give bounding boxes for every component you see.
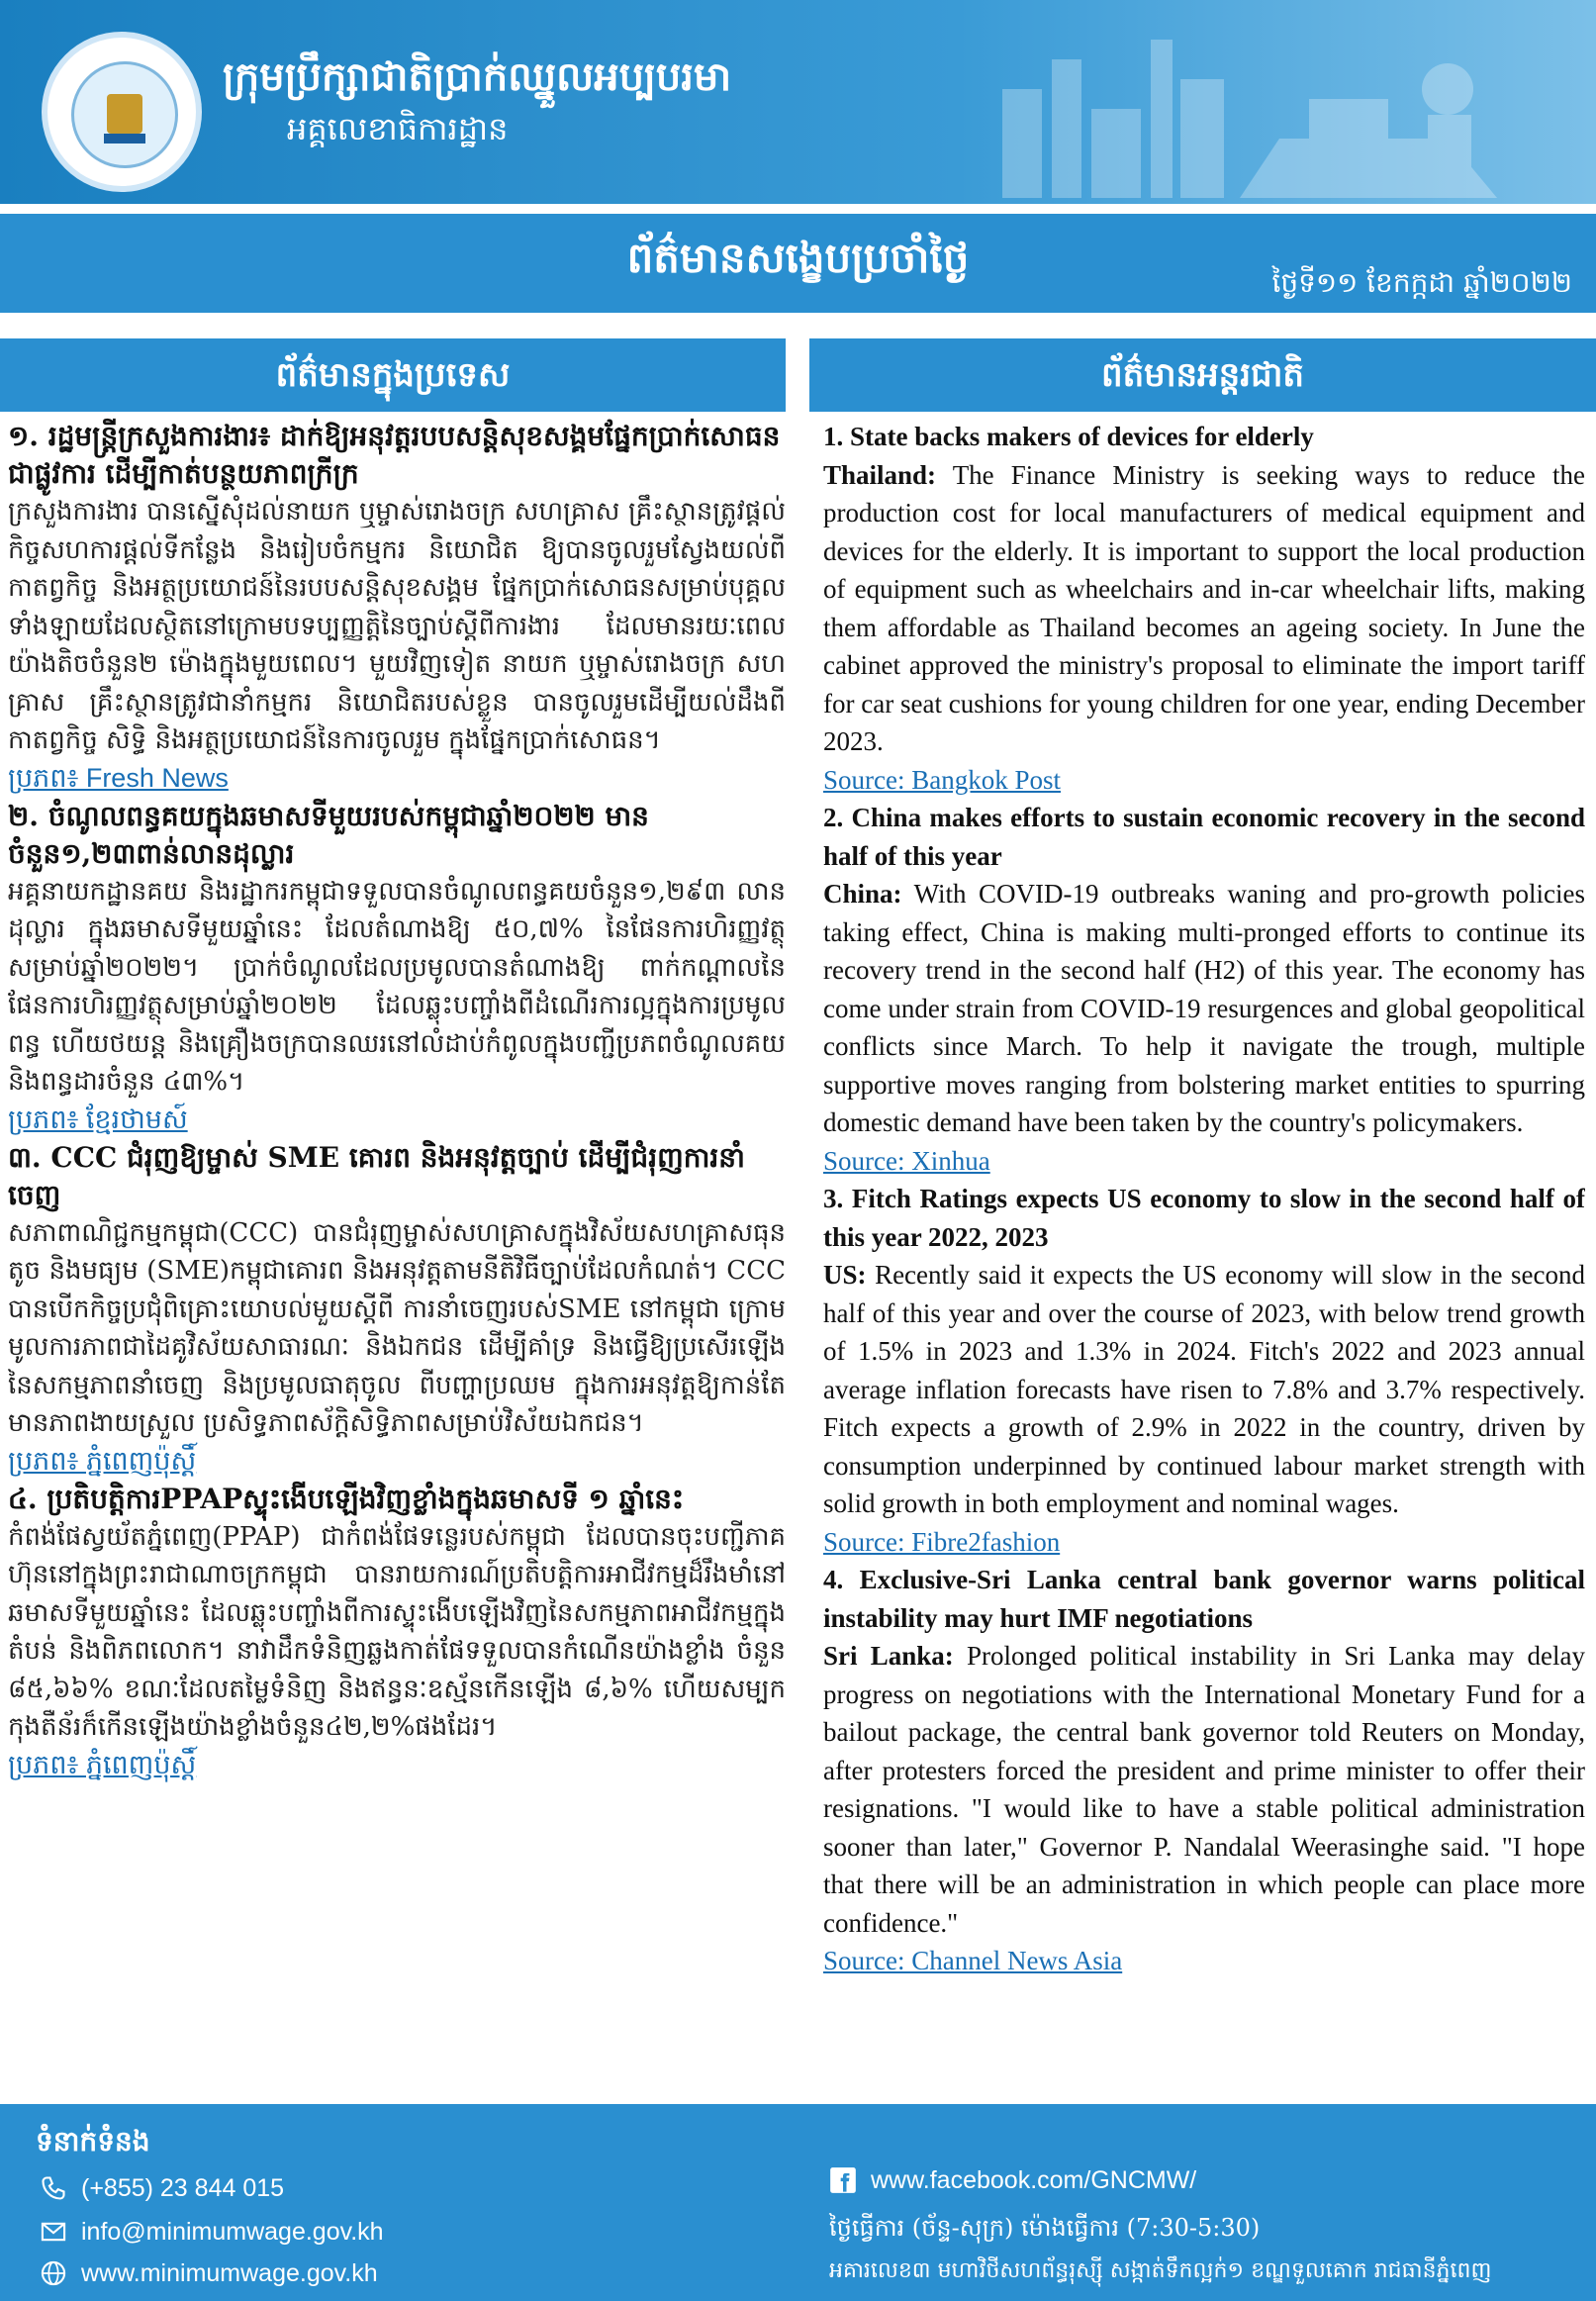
email-icon (40, 2218, 67, 2246)
article-body (823, 1637, 1585, 1942)
article-source-link[interactable]: Source: Bangkok Post (823, 764, 1061, 795)
article-source-link[interactable]: ប្រភព៖ Fresh News (8, 762, 229, 793)
article-source-link[interactable]: Source: Xinhua (823, 1145, 990, 1176)
article-title: 2. China makes efforts to sustain economic recovery in the second half of this year (823, 803, 1585, 871)
skyline-illustration (983, 20, 1537, 198)
article-text: The Finance Ministry is seeking ways to reduce the production cost for local manufacturers of medical equipment and devices for the elderly. It is important to support the local production of equipment such as wheelchairs and in-car wheelchair lifts, making them affordable as Thailand becomes an ageing society. In June the cabinet approved the ministry's proposal to eliminate the import tariff for car seat cushions for young children for one year, ending December 2023. (823, 459, 1585, 756)
article-body: ក្រសួងការងារ បានស្នើសុំដល់នាយក ឬម្ចាស់រោងចក្រ សហគ្រាស គ្រឹះស្ថានត្រូវផ្ដល់កិច្ចសហការផ្ដល់ទីកន្លែង និងរៀបចំកម្មករ និយោជិត ឱ្យបានចូលរួមស្វែងយល់ពីកាតព្វកិច្ច និងអត្ថប្រយោជន៍នៃរបបសន្តិសុខសង្គម ផ្នែកប្រាក់សោធនសម្រាប់បុគ្គលទាំងឡាយដែលស្ថិតនៅក្រោមបទប្បញ្ញត្តិនៃច្បាប់ស្ដីពីការងារ ដែលមានរយៈពេលយ៉ាងតិចចំនួន២ ម៉ោងក្នុងមួយពេល។ មួយវិញទៀត នាយក ឬម្ចាស់រោងចក្រ សហគ្រាស គ្រឹះស្ថានត្រូវជានាំកម្មករ និយោជិតរបស់ខ្លួន បានចូលរួមដើម្បីយល់ដឹងពីកាតព្វកិច្ច សិទ្ធិ និងអត្ថប្រយោជន៍នៃការចូលរួម ក្នុងផ្នែកប្រាក់សោធន។ (8, 497, 786, 755)
article-body (823, 1256, 1585, 1523)
article-title: 1. State backs makers of devices for elderly (823, 422, 1314, 451)
domestic-article (8, 1481, 786, 1782)
article-text: Prolonged political instability in Sri Lanka may delay progress on negotiations with the International Monetary Fund for a bailout package, the central bank governor told Reuters on Monday, after protesters forced the president and prime minister to offer their resignations. "I would like to have a stable political administration sooner than later," Governor P. Nandalal Weerasinghe said. "I hope that there will be an administration in which people can place more confidence." (823, 1641, 1585, 1938)
contact-email[interactable] (40, 2217, 384, 2247)
article-title: ៣. CCC ជំរុញឱ្យម្ចាស់ SME គោរព និងអនុវត្តច្បាប់ ដើម្បីជំរុញការនាំចេញ (8, 1140, 745, 1211)
domestic-article (8, 418, 786, 796)
title-bar (0, 214, 1596, 313)
footer-contact (0, 2104, 1596, 2301)
domestic-news-column (8, 418, 786, 2100)
header-background (0, 0, 1596, 204)
working-hours: ថ្ងៃធ្វើការ (ច័ន្ទ-សុក្រ) ម៉ោងធ្វើការ (7:30-5:30) (829, 2214, 1261, 2242)
article-title: 4. Exclusive-Sri Lanka central bank governor warns political instability may hurt IMF negotiations (823, 1565, 1585, 1633)
facebook-url: www.facebook.com/GNCMW/ (871, 2165, 1197, 2194)
article-body: សភាពាណិជ្ជកម្មកម្ពុជា(CCC) បានជំរុញម្ចាស់សហគ្រាសក្នុងវិស័យសហគ្រាសធុនតូច និងមធ្យម (SME)កម្ពុជាគោរព និងអនុវត្តតាមនីតិវិធីច្បាប់ដែលកំណត់។ CCC បានបើកកិច្ចប្រជុំពិគ្រោះយោបល់មួយស្ដីពី ការនាំចេញរបស់SME នៅកម្ពុជា ក្រោមមូលការភាពជាដៃគូវិស័យសាធារណៈ និងឯកជន ដើម្បីគាំទ្រ និងធ្វើឱ្យប្រសើរឡើងនៃសកម្មភាពនាំចេញ និងប្រមូលធាតុចូល ពីបញ្ហាប្រឈម ក្នុងការអនុវត្តឱ្យកាន់តែមានភាពងាយស្រួល ប្រសិទ្ធភាពស័ក្តិសិទ្ធិភាពសម្រាប់វិស័យឯកជន។ (8, 1217, 786, 1438)
contact-phone[interactable] (40, 2173, 284, 2203)
office-address: អគារលេខ៣ មហាវិថីសហព័ន្ធរុស្ស៊ី សង្កាត់ទឹកល្អក់១ ខណ្ឌទួលគោក រាជធានីភ្នំពេញ (829, 2258, 1492, 2283)
contact-facebook[interactable] (829, 2165, 1196, 2195)
email-address: info@minimumwage.gov.kh (81, 2217, 384, 2246)
article-title: ១. រដ្ឋមន្ត្រីក្រសួងការងារ៖ ដាក់ឱ្យអនុវត្តរបបសន្តិសុខសង្គមផ្នែកប្រាក់សោធនជាផ្លូវការ ដើម្បីកាត់បន្ថយភាពក្រីក្រ (8, 420, 781, 490)
article-source-link[interactable]: ប្រភព៖ ភ្នំពេញប៉ុស្តិ៍ (8, 1445, 197, 1476)
article-source-link[interactable]: Source: Fibre2fashion (823, 1526, 1061, 1557)
international-article (823, 1180, 1585, 1561)
header-banner (0, 0, 1596, 204)
domestic-article (8, 798, 786, 1137)
facebook-icon (829, 2166, 857, 2194)
article-title: 3. Fitch Ratings expects US economy to slow in the second half of this year 2022, 2023 (823, 1184, 1585, 1252)
article-country: US: (823, 1260, 867, 1290)
article-title: ២. ចំណូលពន្ធគយក្នុងឆមាសទីមួយរបស់កម្ពុជាឆ្នាំ២០២២ មានចំនួន១,២៣ពាន់លានដុល្លារ (8, 799, 649, 870)
contact-website[interactable] (40, 2258, 378, 2288)
logo-emblem (71, 61, 178, 168)
international-news-column (823, 418, 1585, 2100)
article-title: ៤. ប្រតិបត្តិការPPAPស្ទុះងើបឡើងវិញខ្លាំងក្នុងឆមាសទី ១ ឆ្នាំនេះ (8, 1482, 685, 1515)
article-body: អគ្គនាយកដ្ឋានគយ និងរដ្ឋាករកម្ពុជាទទួលបានចំណូលពន្ធគយចំនួន១,២៩៣ លានដុល្លារ ក្នុងឆមាសទីមួយឆ្នាំនេះ ដែលតំណាងឱ្យ ៥០,៧% នៃផែនការហិរញ្ញវត្ថុសម្រាប់ឆ្នាំ២០២២។ ប្រាក់ចំណូលដែលប្រមូលបានតំណាងឱ្យ ពាក់កណ្ដាលនៃផែនការហិរញ្ញវត្ថុសម្រាប់ឆ្នាំ២០២២ ដែលឆ្លុះបញ្ចាំងពីដំណើរការល្អក្នុងការប្រមូលពន្ធ ហើយថយន្ត និងគ្រឿងចក្របានឈរនៅលំដាប់កំពូលក្នុងបញ្ជីប្រភពចំណូលគយ និងពន្ធដារចំនួន ៤៣%។ (8, 876, 786, 1097)
article-source-link[interactable]: Source: Channel News Asia (823, 1946, 1123, 1975)
international-article (823, 418, 1585, 799)
council-logo (47, 38, 196, 186)
article-source-link[interactable]: ប្រភព៖ ភ្នំពេញប៉ុស្តិ៍ (8, 1749, 197, 1779)
article-body (823, 875, 1585, 1142)
logo-book-icon (104, 134, 145, 144)
article-text: With COVID-19 outbreaks waning and pro-growth policies taking effect, China is making multi-pronged efforts to continue its recovery trend in the second half (H2) of this year. The economy has come under strain from COVID-19 resurgences and global geopolitical conflicts since March. To help it navigate the trough, multiple supportive moves ranging from bolstering market entities to spurring domestic demand have been taken by the country's policymakers. (823, 879, 1585, 1137)
phone-icon (40, 2174, 67, 2202)
article-country: China: (823, 879, 902, 909)
page-title: ព័ត៌មានសង្ខេបប្រចាំថ្ងៃ (626, 234, 970, 282)
logo-scale-icon (107, 94, 142, 134)
organization-subtitle: អគ្គលេខាធិការដ្ឋាន (287, 110, 509, 147)
article-text: Recently said it expects the US economy will slow in the second half of this year and over the course of 2023, with below trend growth of 1.5% in 2023 and 1.3% in 2024. Fitch's 2022 and 2023 annual average inflation forecasts have risen to 7.8% and 3.7% respectively. Fitch expects a growth of 2.9% in 2022 in the country, driven by consumption underpinned by continued labour market strength with solid growth in both employment and nominal wages. (823, 1260, 1585, 1518)
website-url: www.minimumwage.gov.kh (81, 2258, 378, 2287)
phone-number: (+855) 23 844 015 (81, 2173, 285, 2202)
contact-title: ទំនាក់ទំនង (36, 2125, 150, 2157)
issue-date: ថ្ងៃទី១១ ខែកក្កដា ឆ្នាំ២០២២ (1271, 266, 1572, 299)
organization-name: ក្រុមប្រឹក្សាជាតិប្រាក់ឈ្នួលអប្បបរមា (223, 53, 732, 100)
international-article (823, 799, 1585, 1180)
international-article (823, 1561, 1585, 1980)
article-country: Sri Lanka: (823, 1641, 954, 1671)
globe-icon (40, 2259, 67, 2287)
article-country: Thailand: (823, 459, 937, 490)
article-body: កំពង់ផែស្វយ័តភ្នំពេញ(PPAP) ជាកំពង់ផែទន្លេរបស់កម្ពុជា ដែលបានចុះបញ្ជីភាគហ៊ុននៅក្នុងព្រះរាជាណាចក្រកម្ពុជា បានរាយការណ៍ប្រតិបត្តិការអាជីវកម្មដ៏រឹងមាំនៅឆមាសទីមួយឆ្នាំនេះ ដែលឆ្លុះបញ្ចាំងពីការស្ទុះងើបឡើងវិញនៃសកម្មភាពអាជីវកម្មក្នុងតំបន់ និងពិភពលោក។ នាវាដឹកទំនិញឆ្លងកាត់ផែទទួលបានកំណើនយ៉ាងខ្លាំង ចំនួន ៨៥,៦៦% ខណៈដែលតម្លៃទំនិញ និងឥន្ធនៈឧស្ម័នកើនឡើង ៨,៦% ហើយសម្បកកុងតឺន័រក៏កើនឡើងយ៉ាងខ្លាំងចំនួន៤២,២%ផងដែរ។ (8, 1521, 786, 1742)
domestic-article (8, 1139, 786, 1479)
international-news-heading: ព័ត៌មានអន្តរជាតិ (809, 338, 1596, 412)
article-source-link[interactable]: ប្រភព៖ ខ្មែរថាមស៍ (8, 1103, 188, 1134)
article-body (823, 456, 1585, 761)
domestic-news-heading: ព័ត៌មានក្នុងប្រទេស (0, 338, 786, 412)
